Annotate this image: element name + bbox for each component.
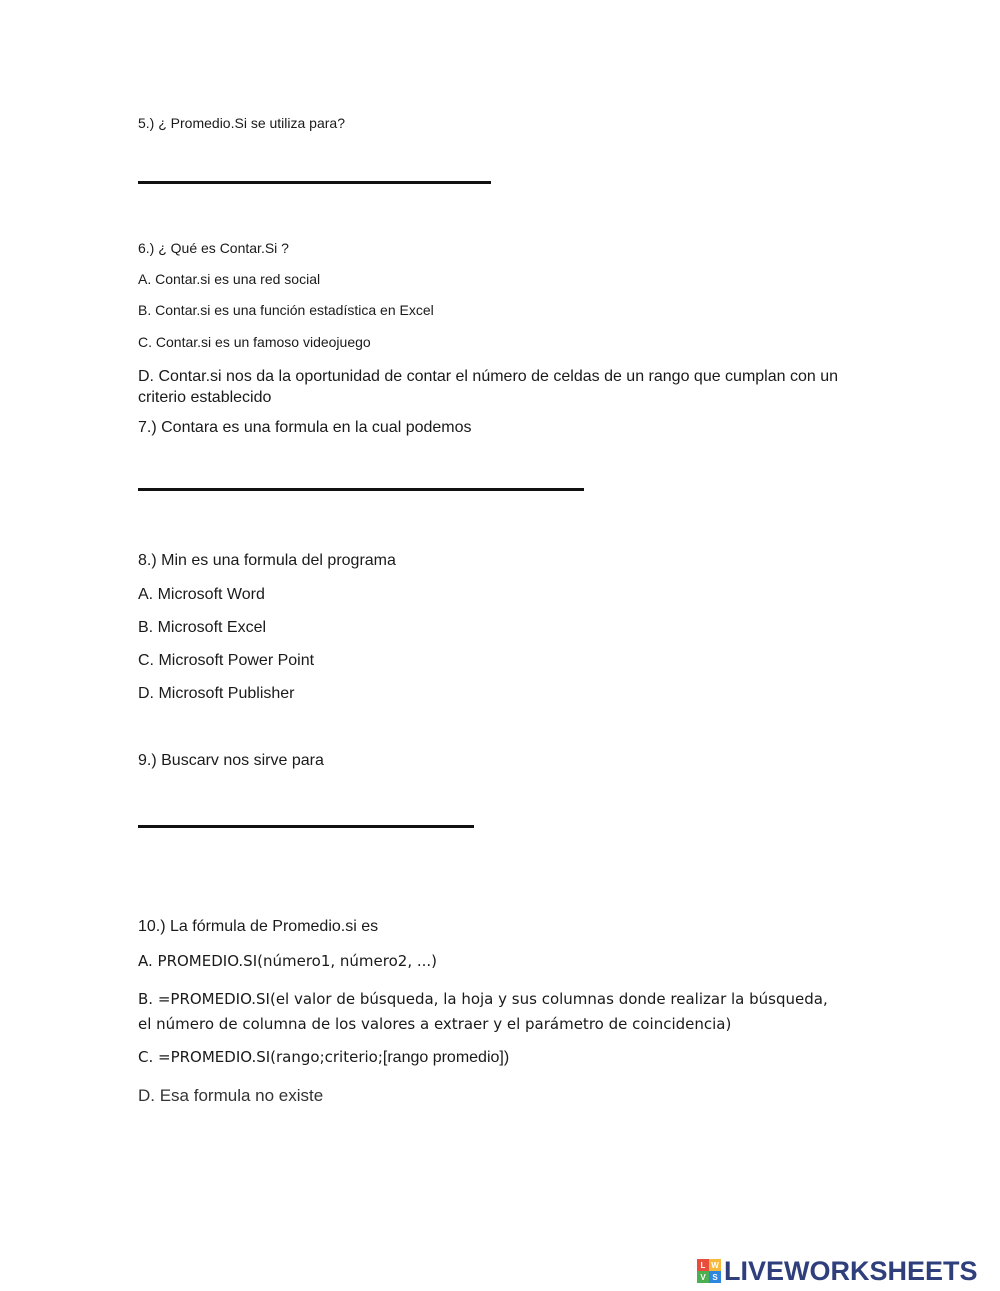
answer-line-7[interactable] [138, 488, 584, 491]
answer-line-5[interactable] [138, 181, 491, 184]
q8-option-d[interactable]: D. Microsoft Publisher [138, 685, 295, 702]
q8-option-c[interactable]: C. Microsoft Power Point [138, 652, 315, 669]
q10-option-c[interactable] [138, 1050, 509, 1066]
liveworksheets-logo [697, 1256, 978, 1286]
question-8: 8.) Min es una formula del programa [138, 552, 396, 569]
logo-text: LIVEWORKSHEETS [724, 1255, 978, 1286]
q8-option-b[interactable]: B. Microsoft Excel [138, 619, 267, 636]
question-9: 9.) Buscarv nos sirve para [138, 752, 324, 769]
q10-option-d[interactable]: D. Esa formula no existe [138, 1086, 324, 1105]
question-10: 10.) La fórmula de Promedio.si es [138, 918, 379, 935]
q6-option-c[interactable]: C. Contar.si es un famoso videojuego [138, 334, 371, 350]
logo-tile-3: V [697, 1271, 709, 1283]
liveworksheets-icon [697, 1259, 721, 1283]
question-6: 6.) ¿ Qué es Contar.Si ? [138, 240, 289, 256]
question-5: 5.) ¿ Promedio.Si se utiliza para? [138, 115, 345, 131]
logo-tile-1: L [697, 1259, 709, 1271]
q6-option-b[interactable]: B. Contar.si es una función estadística en Excel [138, 302, 434, 318]
logo-tile-4: S [709, 1271, 721, 1283]
q10-option-a[interactable]: A. PROMEDIO.SI(número1, número2, ...) [138, 952, 438, 970]
question-7: 7.) Contara es una formula en la cual podemos [138, 419, 472, 436]
q10-option-c-suffix: [rango promedio]) [382, 1049, 510, 1066]
answer-line-9[interactable] [138, 825, 474, 828]
q6-option-a[interactable]: A. Contar.si es una red social [138, 271, 321, 287]
q8-option-a[interactable]: A. Microsoft Word [138, 586, 265, 603]
q10-option-c-prefix: C. =PROMEDIO.SI(rango;criterio; [138, 1048, 383, 1066]
logo-tile-2: W [709, 1259, 721, 1271]
q10-option-b[interactable]: B. =PROMEDIO.SI(el valor de búsqueda, la hoja y sus columnas donde realizar la búsqueda, el número de columna de los valores a extraer y el parámetro de coincidencia) [138, 990, 828, 1033]
q6-option-d[interactable]: D. Contar.si nos da la oportunidad de contar el número de celdas de un rango que cumplan con un criterio establecido [138, 368, 839, 406]
